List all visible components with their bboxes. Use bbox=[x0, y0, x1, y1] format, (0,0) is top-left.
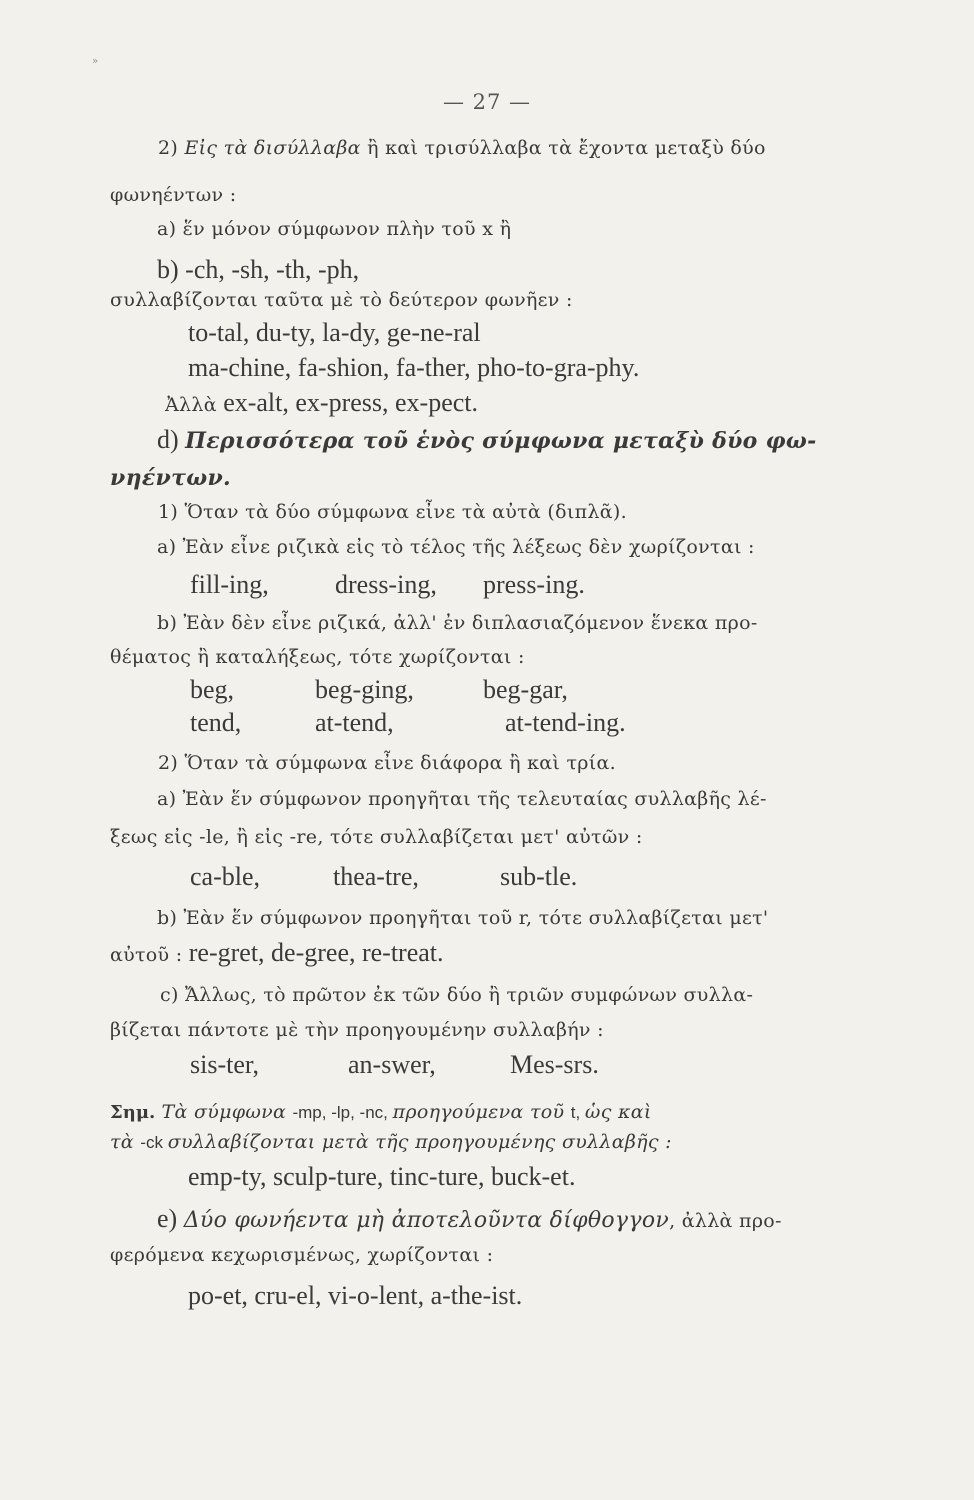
example-word: fill-ing, bbox=[190, 570, 269, 599]
corner-mark: » bbox=[92, 56, 99, 67]
line-6: to-tal, du-ty, la-dy, ge-ne-ral bbox=[188, 318, 481, 347]
line-15: θέματος ἢ καταλήξεως, τότε χωρίζονται : bbox=[110, 646, 525, 668]
line-25: βίζεται πάντοτε μὲ τὴν προηγουμένην συλλαβήν : bbox=[110, 1019, 604, 1041]
line-12: a) Ἐὰν εἶνε ριζικὰ εἰς τὸ τέλος τῆς λέξεως δὲν χωρίζονται : bbox=[157, 536, 755, 558]
example-word: at-tend, bbox=[315, 708, 394, 737]
line-5: συλλαβίζονται ταῦτα μὲ τὸ δεύτερον φωνῆεν : bbox=[110, 289, 573, 311]
example-word: tend, bbox=[190, 708, 242, 737]
example-word: Mes-srs. bbox=[510, 1050, 599, 1079]
note-line-2: τὰ -ck συλλαβίζονται μετὰ τῆς προηγουμένης συλλαβῆς : bbox=[110, 1131, 672, 1153]
example-word: beg, bbox=[190, 675, 235, 704]
line-7: ma-chine, fa-shion, fa-ther, pho-to-gra-phy. bbox=[188, 353, 640, 382]
line-11: 1) Ὅταν τὰ δύο σύμφωνα εἶνε τὰ αὐτὰ (διπλᾶ). bbox=[158, 501, 627, 523]
line-32: po-et, cru-el, vi-o-lent, a-the-ist. bbox=[188, 1281, 523, 1310]
line-23: αὐτοῦ : re-gret, de-gree, re-treat. bbox=[110, 938, 444, 967]
line-18: 2) Ὅταν τὰ σύμφωνα εἶνε διάφορα ἢ καὶ τρία. bbox=[158, 752, 616, 774]
example-word: ca-ble, bbox=[190, 862, 261, 891]
example-word: sis-ter, bbox=[190, 1050, 259, 1079]
example-word: an-swer, bbox=[348, 1050, 436, 1079]
line-20: ξεως εἰς -le, ἢ εἰς -re, τότε συλλαβίζεται μετ' αὐτῶν : bbox=[110, 826, 643, 848]
line-29: emp-ty, sculp-ture, tinc-ture, buck-et. bbox=[188, 1162, 576, 1191]
line-3: a) ἕν μόνον σύμφωνον πλὴν τοῦ x ἢ bbox=[157, 218, 512, 240]
line-19: a) Ἐὰν ἕν σύμφωνον προηγῆται τῆς τελευταίας συλλαβῆς λέ- bbox=[157, 788, 767, 810]
example-word: sub-tle. bbox=[500, 862, 578, 891]
line-8: Ἀλλὰ ex-alt, ex-press, ex-pect. bbox=[165, 388, 479, 417]
example-word: at-tend-ing. bbox=[505, 708, 626, 737]
example-word: beg-ging, bbox=[315, 675, 414, 704]
line-30: e) Δύο φωνήεντα μὴ ἀποτελοῦντα δίφθογγον, ἀλλὰ προ- bbox=[157, 1204, 782, 1233]
line-31: φερόμενα κεχωρισμένως, χωρίζονται : bbox=[110, 1244, 494, 1266]
line-24: c) Ἄλλως, τὸ πρῶτον ἐκ τῶν δύο ἢ τριῶν συμφώνων συλλα- bbox=[160, 984, 754, 1006]
example-word: beg-gar, bbox=[483, 675, 568, 704]
example-word: press-ing. bbox=[483, 570, 585, 599]
line-1: 2) Εἰς τὰ δισύλλαβα ἢ καὶ τρισύλλαβα τὰ ἔχοντα μεταξὺ δύο bbox=[158, 137, 766, 159]
line-22: b) Ἐὰν ἕν σύμφωνον προηγῆται τοῦ r, τότε συλλαβίζεται μετ' bbox=[157, 907, 769, 929]
line-2: φωνηέντων : bbox=[110, 184, 237, 206]
example-word: thea-tre, bbox=[333, 862, 419, 891]
line-14: b) Ἐὰν δὲν εἶνε ριζικά, ἀλλ' ἐν διπλασιαζόμενον ἕνεκα προ- bbox=[157, 612, 758, 634]
page-number: — 27 — bbox=[442, 90, 532, 114]
line-10: νηέντων. bbox=[110, 465, 231, 491]
example-word: dress-ing, bbox=[335, 570, 437, 599]
line-4: b) -ch, -sh, -th, -ph, bbox=[157, 255, 360, 284]
note-line-1: Σημ. Τὰ σύμφωνα -mp, -lp, -nc, προηγούμενα τοῦ t, ὡς καὶ bbox=[110, 1101, 652, 1123]
line-9: d) Περισσότερα τοῦ ἑνὸς σύμφωνα μεταξὺ δύο φω- bbox=[157, 425, 817, 454]
